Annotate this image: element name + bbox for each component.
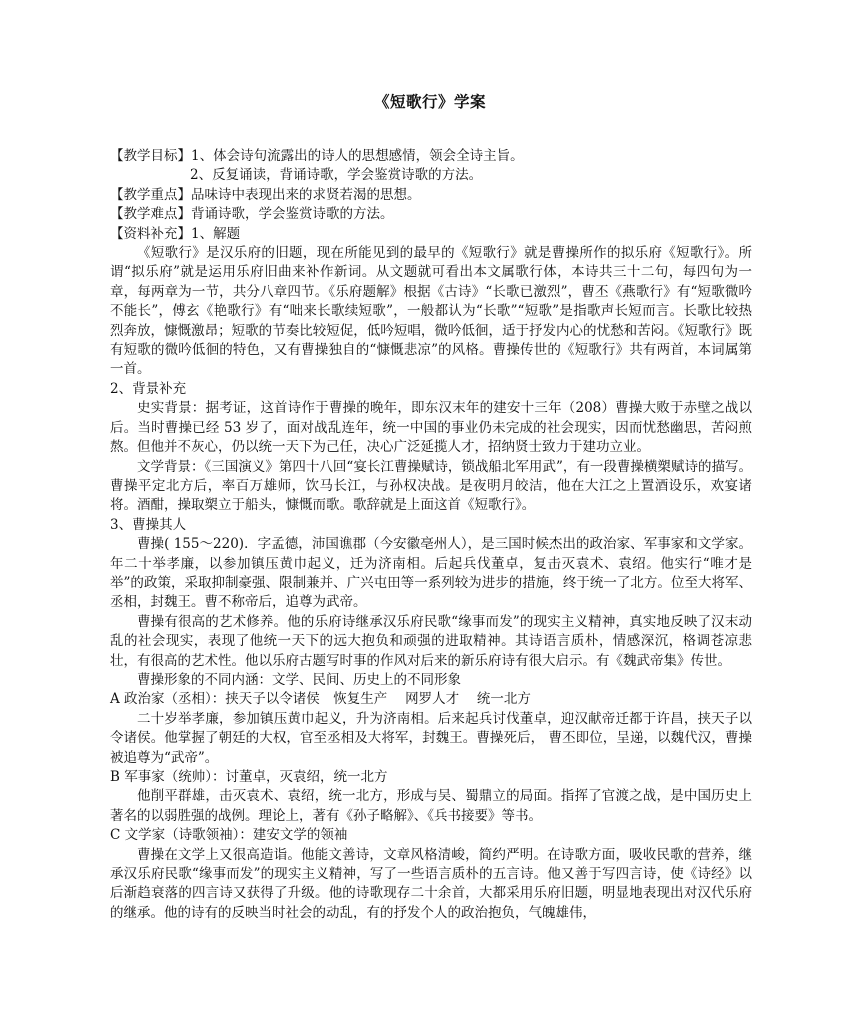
paragraph-caocao-bio: 曹操( 155～220)．字孟德，沛国谯郡（今安徽亳州人），是三国时候杰出的政治家、军事家和文学家。年二十举孝廉，以参加镇压黄巾起义，迁为济南相。后起兵伐董卓，复击灭袁术、袁绍。他实行“唯才是举”的政策，采取抑制豪强、限制兼并、广兴屯田等一系列较为进步的措施，终于统一了北方。位至大将军、丞相，封魏王。曹不称帝后，追尊为武帝。 [110,536,752,611]
teaching-goal-1: 【教学目标】1、体会诗句流露出的诗人的思想感情，领会全诗主旨。 [110,148,524,164]
paragraph-military: 他削平群雄，击灭袁术、袁绍，统一北方，形成与吴、蜀鼎立的局面。指挥了官渡之战，是中国历史上著名的以弱胜强的战例。理论上，著有《孙子略解》、《兵书接要》等书。 [110,788,752,824]
page-title: 《短歌行》学案 [373,93,486,111]
subheading-politician: A 政治家（丞相）：挟天子以令诸侯 恢复生产 网罗人才 统一北方 [110,691,531,708]
subheading-literary: C 文学家（诗歌领袖）：建安文学的领袖 [110,827,348,844]
teaching-goal-2: 2、反复诵读，背诵诗歌，学会鉴赏诗歌的方法。 [190,167,483,184]
paragraph-title-explanation: 《短歌行》是汉乐府的旧题，现在所能见到的最早的《短歌行》就是曹操所作的拟乐府《短歌行》。所谓“拟乐府”就是运用乐府旧曲来补作新词。从文题就可看出本文属歌行体，本诗共三十二句，每四句为一章，每两章为一节，共分八章四节。《乐府题解》根据《古诗》“长歌已激烈”，曹丕《燕歌行》有“短歌微吟不能长”，傅玄《艳歌行》有“咄来长歌续短歌”，一般都认为“长歌”“短歌”是指歌声长短而言。长歌比较热烈奔放，慷慨激昂；短歌的节奏比较短促，低吟短唱，微吟低徊，适于抒发内心的忧愁和苦闷。《短歌行》既有短歌的微吟低徊的特色，又有曹操独自的“慷慨悲凉”的风格。曹操传世的《短歌行》共有两首，本词属第一首。 [110,245,752,378]
supplement-heading: 【资料补充】1、解题 [110,225,241,242]
section-heading-caocao: 3、曹操其人 [110,516,187,533]
paragraph-historical-background: 史实背景：据考证，这首诗作于曹操的晚年，即东汉末年的建安十三年（208）曹操大败于赤壁之战以后。当时曹操已经 53 岁了，面对战乱连年，统一中国的事业仍未完成的社会现实，因而忧愁幽思，苦闷煎熬。但他并不灰心，仍以统一天下为己任，决心广泛延揽人才，招纳贤士致力于建功立业。 [110,400,752,456]
paragraph-literary-background: 文学背景：《三国演义》第四十八回“宴长江曹操赋诗，锁战船北军用武”，有一段曹操横槊赋诗的描写。曹操平定北方后，率百万雄师，饮马长江，与孙权决战。是夜明月皎洁，他在大江之上置酒设乐，欢宴诸将。酒酣，操取槊立于船头，慷慨而歌。歌辞就是上面这首《短歌行》。 [110,458,752,514]
paragraph-caocao-art: 曹操有很高的艺术修养。他的乐府诗继承汉乐府民歌“缘事而发”的现实主义精神，真实地反映了汉末动乱的社会现实，表现了他统一天下的远大抱负和顽强的进取精神。其诗语言质朴，情感深沉，格调苍凉悲壮，有很高的艺术性。他以乐府古题写时事的作风对后来的新乐府诗有很大启示。有《魏武帝集》传世。 [110,613,752,669]
section-heading-background: 2、背景补充 [110,380,187,397]
subheading-military: B 军事家（统帅）：讨董卓，灭袁绍，统一北方 [110,769,388,785]
paragraph-politician: 二十岁举孝廉，参加镇压黄巾起义，升为济南相。后来起兵讨伐董卓，迎汉献帝迁都于许昌，挟天子以令诸侯。他掌握了朝廷的大权，官至丞相及大将军，封魏王。曹操死后， 曹丕即位，呈递，以魏代汉，曹操被追尊为“武帝”。 [110,710,752,766]
teaching-difficulty: 【教学难点】背诵诗歌，学会鉴赏诗歌的方法。 [110,206,394,223]
paragraph-literary: 曹操在文学上又很高造诣。他能文善诗，文章风格清峻，简约严明。在诗歌方面，吸收民歌的营养，继承汉乐府民歌“缘事而发”的现实主义精神，写了一些语言质朴的五言诗。他又善于写四言诗，使《诗经》以后渐趋衰落的四言诗又获得了升级。他的诗歌现存二十余首，大都采用乐府旧题，明显地表现出对汉代乐府的继承。他的诗有的反映当时社会的动乱，有的抒发个人的政治抱负，气魄雄伟， [110,846,752,921]
teaching-focus: 【教学重点】品味诗中表现出来的求贤若渴的思想。 [110,186,421,203]
document-body [110,147,752,923]
paragraph-image-intro: 曹操形象的不同内涵：文学、民间、历史上的不同形象 [137,671,461,688]
